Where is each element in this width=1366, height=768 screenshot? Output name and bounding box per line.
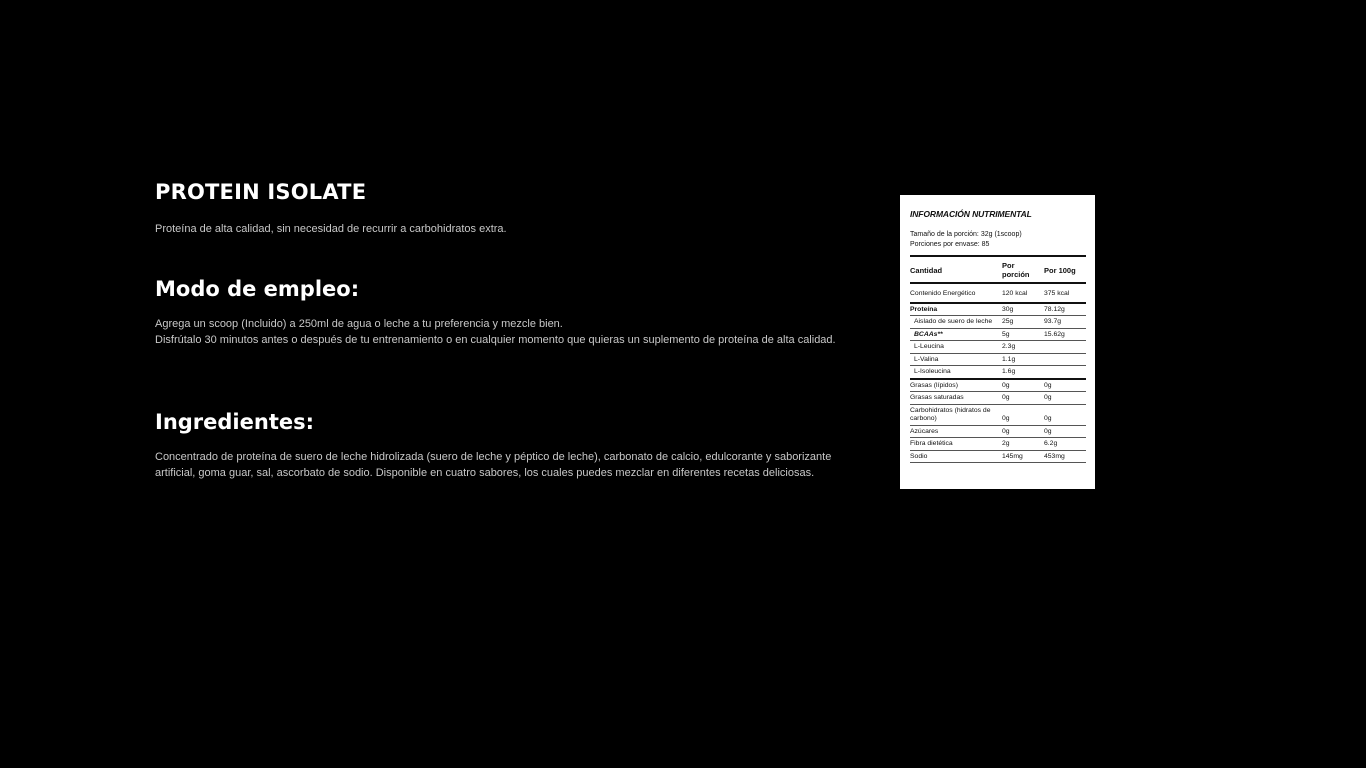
nutrient-name: BCAAs** (910, 328, 1002, 341)
nutrition-title: INFORMACIÓN NUTRIMENTAL (910, 209, 1032, 219)
per-100g-value (1044, 341, 1086, 354)
per-serving-value: 0g (1002, 404, 1044, 425)
ingredients-text: Concentrado de proteína de suero de leche hidrolizada (suero de leche y péptico de leche), carbonato de calcio, edulcorante y saborizante artificial, goma guar, sal, ascorbato de sodio. Disponible en cuatro sabores, los cuales puedes mezclar en diferentes recetas deliciosas. (155, 451, 832, 479)
nutrition-row (910, 316, 1086, 329)
nutrient-name: L-Valina (910, 353, 1002, 366)
per-serving-value: 5g (1002, 328, 1044, 341)
nutrient-name: Carbohidratos (hidratos de carbono) (910, 404, 1002, 425)
nutrition-header-row (910, 256, 1086, 283)
nutrient-name: L-Leucina (910, 341, 1002, 354)
usage-title: Modo de empleo: (155, 277, 360, 301)
per-100g-value (1044, 366, 1086, 379)
header-cantidad: Cantidad (910, 256, 1002, 283)
per-100g-value: 93.7g (1044, 316, 1086, 329)
per-100g-value: 0g (1044, 425, 1086, 438)
nutrition-serving-info (910, 230, 1086, 249)
nutrition-row (910, 283, 1086, 303)
nutrient-name: Aislado de suero de leche (910, 316, 1002, 329)
per-100g-value: 0g (1044, 392, 1086, 405)
per-serving-value: 2.3g (1002, 341, 1044, 354)
ingredients-section (155, 407, 855, 481)
nutrient-name: L-Isoleucina (910, 366, 1002, 379)
nutrition-row (910, 438, 1086, 451)
nutrition-row (910, 303, 1086, 316)
nutrient-name: Grasas (lípidos) (910, 379, 1002, 392)
per-100g-value: 375 kcal (1044, 283, 1086, 303)
nutrition-row (910, 450, 1086, 463)
nutrition-table (910, 255, 1086, 463)
usage-line: Agrega un scoop (Incluido) a 250ml de agua o leche a tu preferencia y mezcle bien. (155, 318, 563, 330)
nutrient-name: Azúcares (910, 425, 1002, 438)
per-serving-value: 30g (1002, 303, 1044, 316)
per-serving-value: 1.1g (1002, 353, 1044, 366)
per-serving-value: 145mg (1002, 450, 1044, 463)
nutrient-name: Fibra dietética (910, 438, 1002, 451)
header-por-porcion: Por porción (1002, 256, 1044, 283)
usage-text (155, 316, 855, 348)
servings-per-container: Porciones por envase: 85 (910, 240, 990, 248)
header-por-100g: Por 100g (1044, 256, 1086, 283)
per-serving-value: 2g (1002, 438, 1044, 451)
nutrition-row (910, 379, 1086, 392)
per-serving-value: 0g (1002, 379, 1044, 392)
per-100g-value: 6.2g (1044, 438, 1086, 451)
nutrition-row (910, 341, 1086, 354)
per-serving-value: 1.6g (1002, 366, 1044, 379)
per-serving-value: 25g (1002, 316, 1044, 329)
nutrition-row (910, 328, 1086, 341)
ingredients-title: Ingredientes: (155, 410, 314, 434)
per-serving-value: 120 kcal (1002, 283, 1044, 303)
per-serving-value: 0g (1002, 392, 1044, 405)
nutrient-name: Grasas saturadas (910, 392, 1002, 405)
per-100g-value: 453mg (1044, 450, 1086, 463)
nutrient-name: Sodio (910, 450, 1002, 463)
per-100g-value: 78.12g (1044, 303, 1086, 316)
usage-line: Disfrútalo 30 minutos antes o después de tu entrenamiento o en cualquier momento que quieras un suplemento de proteína de alta calidad. (155, 334, 836, 346)
product-title: PROTEIN ISOLATE (155, 180, 367, 204)
per-100g-value: 0g (1044, 379, 1086, 392)
nutrition-row (910, 353, 1086, 366)
product-info (155, 176, 855, 481)
nutrition-row (910, 425, 1086, 438)
serving-size: Tamaño de la porción: 32g (1scoop) (910, 231, 1022, 238)
nutrition-row (910, 366, 1086, 379)
product-description: Proteína de alta calidad, sin necesidad de recurrir a carbohidratos extra. (155, 223, 507, 235)
per-100g-value: 0g (1044, 404, 1086, 425)
per-100g-value (1044, 353, 1086, 366)
nutrition-facts-label (900, 195, 1095, 489)
nutrition-row (910, 392, 1086, 405)
per-100g-value: 15.62g (1044, 328, 1086, 341)
usage-section (155, 274, 855, 348)
nutrient-name: Proteína (910, 303, 1002, 316)
nutrition-row (910, 404, 1086, 425)
nutrient-name: Contenido Energético (910, 283, 1002, 303)
per-serving-value: 0g (1002, 425, 1044, 438)
